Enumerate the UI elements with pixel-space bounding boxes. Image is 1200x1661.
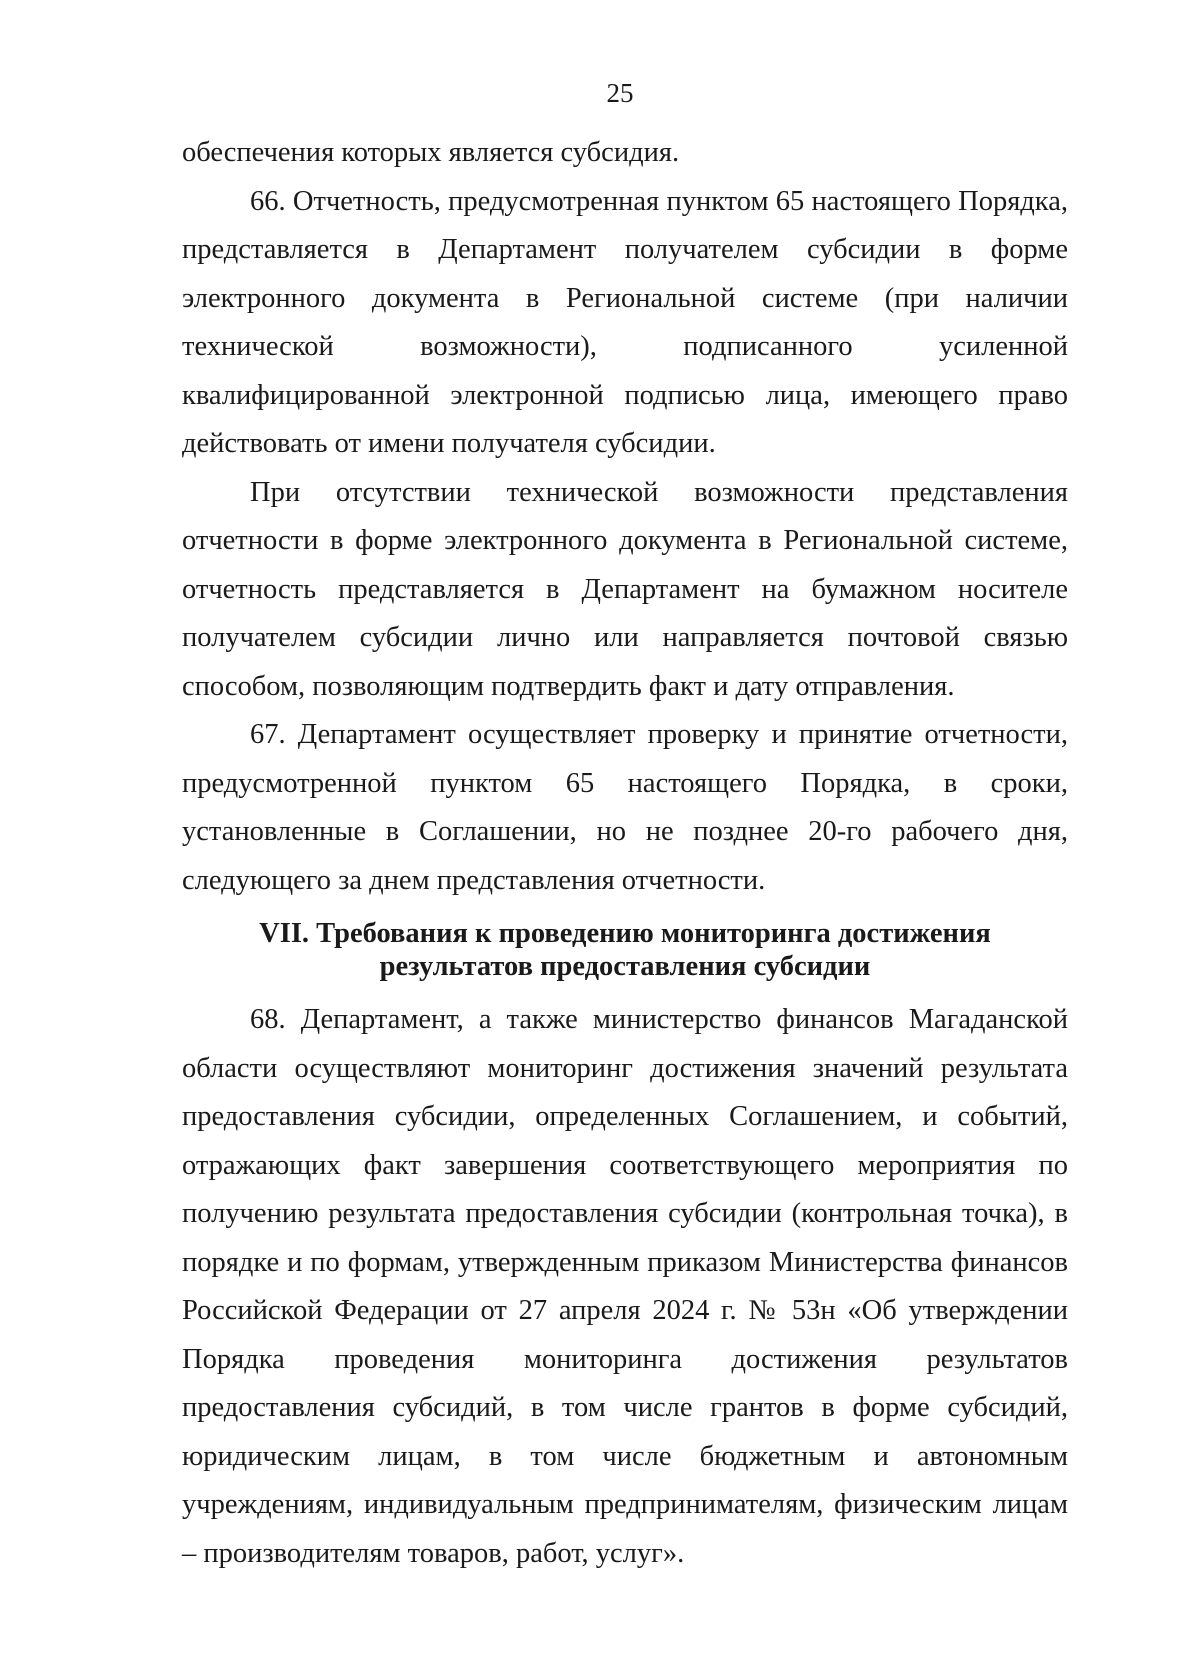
section-heading-line-2: результатов предоставления субсидии — [379, 951, 871, 982]
text-block-before-heading — [182, 129, 1068, 905]
paragraph-continuation: обеспечения которых является субсидия. — [182, 137, 680, 168]
text-block-after-heading — [182, 996, 1068, 1578]
page-number: 25 — [606, 78, 634, 108]
paragraph-68: 68. Департамент, а также министерство финансов Магаданской области осуществляют мониторинг достижения значений результата предоставления субсидии, определенных Соглашением, и событий, отражающих факт завершения соответствующего мероприятия по получению результата предоставления субсидии (контрольная точка), в порядке и по формам, утвержденным приказом Министерства финансов Российской Федерации от 27 апреля 2024 г. № 53н «Об утверждении Порядка проведения мониторинга достижения результатов предоставления субсидий, в том числе грантов в форме субсидий, юридическим лицам, в том числе бюджетным и автономным учреждениям, индивидуальным предпринимателям, физическим лицам – производителям товаров, работ, услуг». — [182, 1004, 1068, 1569]
section-heading-line-1: VII. Требования к проведению мониторинга достижения — [259, 918, 991, 949]
paragraph-67: 67. Департамент осуществляет проверку и принятие отчетности, предусмотренной пунктом 65 настоящего Порядка, в сроки, установленные в Соглашении, но не позднее 20-го рабочего дня, следующего за днем представления отчетности. — [182, 719, 1068, 896]
section-heading — [182, 917, 1068, 983]
paragraph-66: 66. Отчетность, предусмотренная пунктом 65 настоящего Порядка, представляется в Департамент получателем субсидии в форме электронного документа в Региональной системе (при наличии технической возможности), подписанного усиленной квалифицированной электронной подписью лица, имеющего право действовать от имени получателя субсидии. — [182, 185, 1068, 459]
paragraph-66-continued: При отсутствии технической возможности представления отчетности в форме электронного документа в Региональной системе, отчетность представляется в Департамент на бумажном носителе получателем субсидии лично или направляется почтовой связью способом, позволяющим подтвердить факт и дату отправления. — [182, 476, 1068, 702]
